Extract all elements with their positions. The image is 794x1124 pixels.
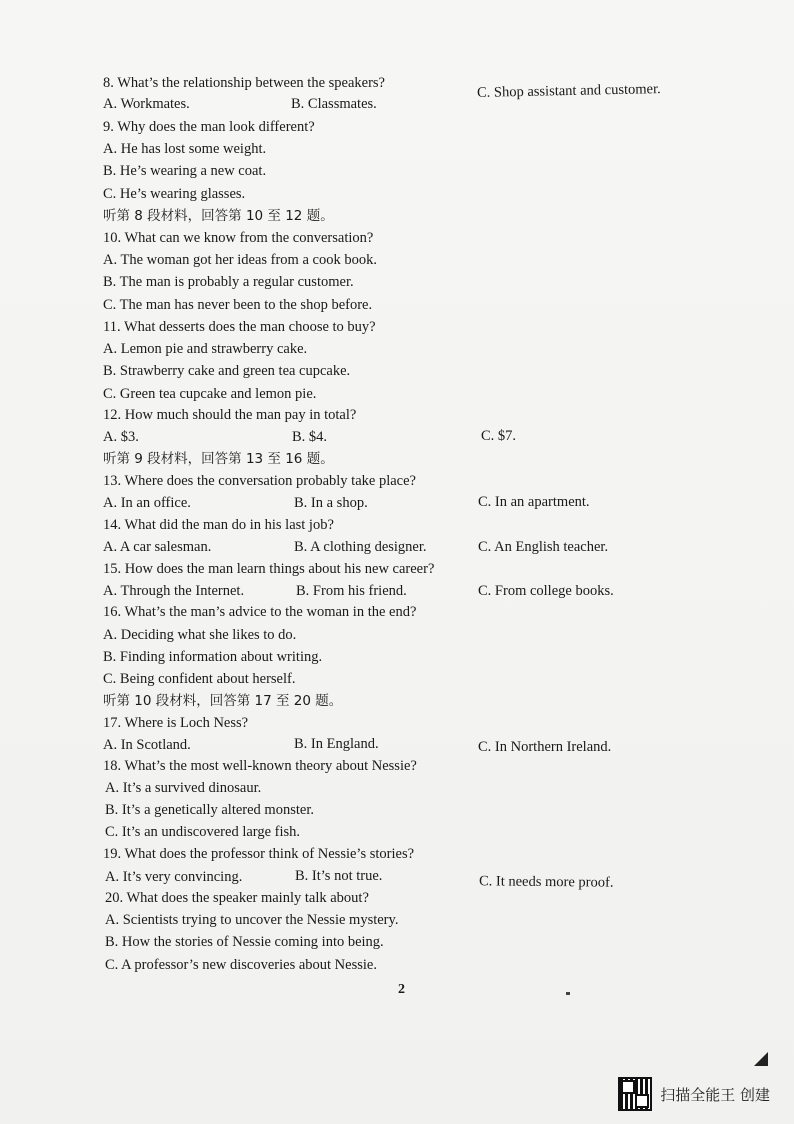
question-17: 17. Where is Loch Ness? (103, 715, 249, 731)
question-9: 9. Why does the man look different? (103, 119, 315, 135)
corner-triangle-icon (754, 1052, 768, 1066)
q8-option-b: B. Classmates. (291, 96, 377, 112)
q20-option-a: A. Scientists trying to uncover the Nessie mystery. (105, 912, 399, 928)
q17-option-b: B. In England. (294, 736, 379, 752)
q13-option-b: B. In a shop. (294, 495, 368, 511)
q18-option-c: C. It’s an undiscovered large fish. (105, 824, 301, 840)
q15-option-b: B. From his friend. (296, 583, 407, 599)
section-heading-8: 听第 8 段材料，回答第 10 至 12 题。 (103, 208, 334, 224)
q15-option-a: A. Through the Internet. (103, 583, 245, 599)
q17-option-c: C. In Northern Ireland. (478, 739, 612, 755)
q14-option-a: A. A car salesman. (103, 539, 212, 555)
q19-option-a: A. It’s very convincing. (105, 869, 243, 885)
q12-option-c: C. $7. (481, 428, 517, 444)
question-13: 13. Where does the conversation probably take place? (103, 473, 416, 489)
q18-option-b: B. It’s a genetically altered monster. (105, 802, 314, 818)
section-heading-9: 听第 9 段材料，回答第 13 至 16 题。 (103, 451, 334, 467)
question-8: 8. What’s the relationship between the speakers? (103, 75, 385, 91)
q12-option-b: B. $4. (292, 429, 328, 445)
q11-option-c: C. Green tea cupcake and lemon pie. (103, 386, 317, 402)
q12-option-a: A. $3. (103, 429, 139, 445)
q16-option-b: B. Finding information about writing. (103, 649, 323, 665)
question-16: 16. What’s the man’s advice to the woman in the end? (103, 604, 417, 620)
question-15: 15. How does the man learn things about his new career? (103, 561, 435, 577)
q19-option-c: C. It needs more proof. (478, 873, 614, 891)
section-heading-10: 听第 10 段材料，回答第 17 至 20 题。 (103, 693, 343, 709)
q9-option-a: A. He has lost some weight. (103, 141, 267, 157)
qr-code-icon (618, 1077, 652, 1111)
question-20: 20. What does the speaker mainly talk about? (105, 890, 369, 906)
question-19: 19. What does the professor think of Nessie’s stories? (103, 846, 415, 862)
q18-option-a: A. It’s a survived dinosaur. (105, 780, 262, 796)
scanner-footer (618, 1077, 770, 1111)
q13-option-a: A. In an office. (103, 495, 191, 511)
q13-option-c: C. In an apartment. (478, 494, 590, 510)
question-12: 12. How much should the man pay in total? (103, 407, 357, 423)
q9-option-c: C. He’s wearing glasses. (103, 186, 246, 202)
q16-option-c: C. Being confident about herself. (103, 671, 296, 687)
scanner-brand-label: 扫描全能王 创建 (660, 1085, 770, 1104)
q16-option-a: A. Deciding what she likes to do. (103, 627, 297, 643)
q8-option-c: C. Shop assistant and customer. (476, 81, 661, 101)
question-11: 11. What desserts does the man choose to buy? (103, 319, 376, 335)
q14-option-b: B. A clothing designer. (294, 539, 427, 555)
scan-speck (566, 992, 570, 995)
question-14: 14. What did the man do in his last job? (103, 517, 334, 533)
q20-option-b: B. How the stories of Nessie coming into being. (105, 934, 384, 950)
q14-option-c: C. An English teacher. (478, 539, 609, 555)
page-number: 2 (398, 982, 405, 997)
q10-option-b: B. The man is probably a regular customer. (103, 274, 354, 290)
q17-option-a: A. In Scotland. (103, 737, 191, 753)
q15-option-c: C. From college books. (478, 583, 614, 599)
question-18: 18. What’s the most well-known theory about Nessie? (103, 758, 417, 774)
q11-option-b: B. Strawberry cake and green tea cupcake. (103, 363, 351, 379)
q8-option-a: A. Workmates. (103, 96, 190, 112)
q11-option-a: A. Lemon pie and strawberry cake. (103, 341, 308, 357)
question-10: 10. What can we know from the conversation? (103, 230, 374, 246)
q10-option-a: A. The woman got her ideas from a cook book. (103, 252, 377, 268)
q20-option-c: C. A professor’s new discoveries about Nessie. (105, 957, 377, 973)
q9-option-b: B. He’s wearing a new coat. (103, 163, 267, 179)
q10-option-c: C. The man has never been to the shop before. (103, 297, 373, 313)
q19-option-b: B. It’s not true. (295, 868, 383, 884)
